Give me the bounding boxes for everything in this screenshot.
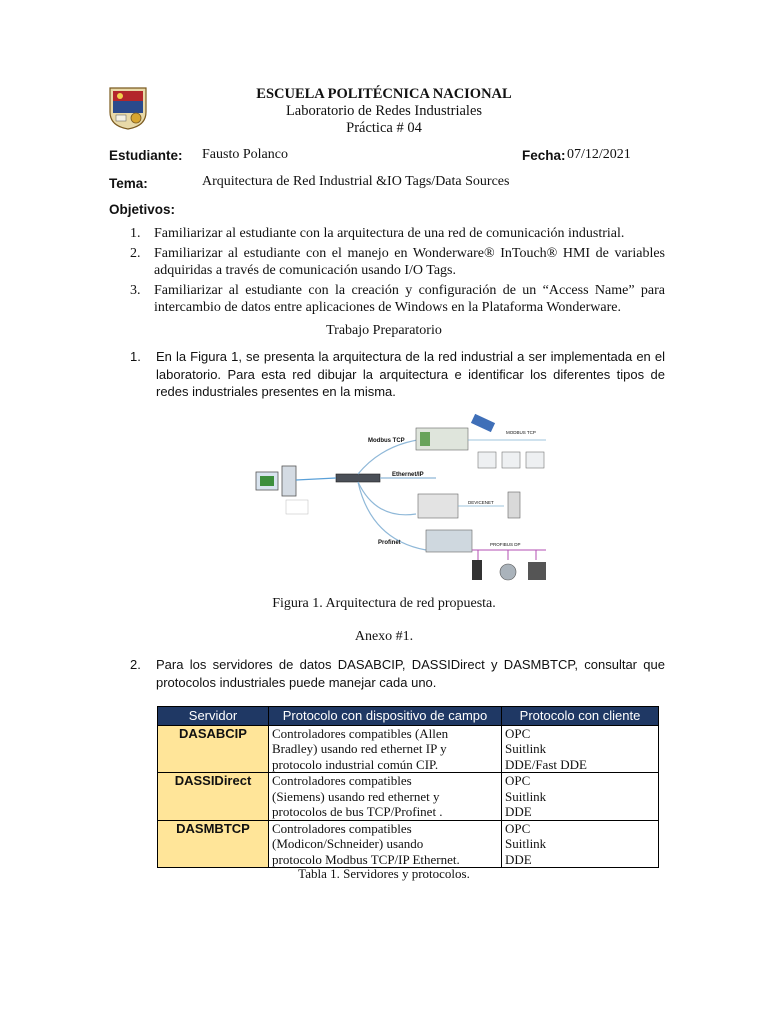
question-2 [130,656,665,691]
label-modbus-tcp: Modbus TCP [368,438,405,444]
device-protocol: Controladores compatibles (Allen Bradley) usando red ethernet IP y protocolo industrial común CIP. [269,725,502,773]
label-profinet: Profinet [378,540,401,546]
objective-item: 3. Familiarizar al estudiante con la creación y configuración de un “Access Name” para intercambio de datos entre aplicaciones de Windows en la Plataforma Wonderware. [130,283,665,315]
server-icon [282,466,296,496]
client-protocol: OPC Suitlink DDE [502,773,659,821]
server-name: DASMBTCP [158,820,269,868]
switch-icon [336,474,380,482]
motor-drive-icon [472,560,482,580]
objectives-title: Objetivos: [109,202,176,217]
server-name: DASSIDirect [158,773,269,821]
device-protocol: Controladores compatibles (Siemens) usando red ethernet y protocolos de bus TCP/Profinet . [269,773,502,821]
device-protocol: Controladores compatibles (Modicon/Schneider) usando protocolo Modbus TCP/IP Ethernet. [269,820,502,868]
plc-profinet-icon [426,530,472,552]
header-device-protocol: Protocolo con dispositivo de campo [269,707,502,726]
table-row [158,725,659,773]
question-1 [130,348,665,401]
question-1-text: En la Figura 1, se presenta la arquitectura de la red industrial a ser implementada en el laboratorio. Para esta red dibujar la arquitectura e identificar los diferentes tipos de redes industriales presentes en la misma. [156,349,665,399]
figure-caption: Figura 1. Arquitectura de red propuesta. [272,596,496,611]
label-profibus-dp: PROFIBUS DP [490,542,521,547]
prep-title: Trabajo Preparatorio [326,323,442,338]
table-row [158,773,659,821]
header-server: Servidor [158,707,269,726]
student-label: Estudiante: [109,148,183,163]
meter-icon [478,452,496,468]
question-2-text: Para los servidores de datos DASABCIP, DASSIDirect y DASMBTCP, consultar que protocolos industriales puede manejar cada uno. [156,657,665,690]
topic-label: Tema: [109,176,148,191]
client-protocol: OPC Suitlink DDE [502,820,659,868]
school-name: ESCUELA POLITÉCNICA NACIONAL [256,86,512,102]
practice-number: Práctica # 04 [346,120,422,136]
label-ethernet-ip: Ethernet/IP [392,472,424,478]
objective-item: 1. Familiarizar al estudiante con la arquitectura de una red de comunicación industrial. [130,226,625,241]
date-value: 07/12/2021 [567,147,631,162]
student-value: Fausto Polanco [202,147,288,162]
lab-name: Laboratorio de Redes Industriales [285,103,483,119]
server-name: DASABCIP [158,725,269,773]
panel-meter-icon [528,562,546,580]
annex-title: Anexo #1. [354,629,414,644]
label-modbus-tcp-2: MODBUS TCP [506,430,536,435]
meter-icon [502,452,520,468]
drive-icon [508,492,520,518]
question-2-number: 2. [130,657,141,672]
objective-item: 2. Familiarizar al estudiante con el manejo en Wonderware® InTouch® HMI de variables adquiridas a través de comunicación usando I/O Tags. [130,246,665,278]
client-protocol: OPC Suitlink DDE/Fast DDE [502,725,659,773]
header-client-protocol: Protocolo con cliente [502,707,659,726]
motor-icon [500,564,516,580]
objectives-list [130,225,665,316]
topic-value: Arquitectura de Red Industrial &IO Tags/Data Sources [202,174,510,189]
servers-table [157,706,659,868]
meter-icon [526,452,544,468]
table-header-row [158,707,659,726]
question-1-number: 1. [130,349,141,364]
network-architecture-figure [246,410,556,586]
table-caption: Tabla 1. Servidores y protocolos. [298,866,470,881]
date-label: Fecha: [522,148,566,163]
label-devicenet: DEVICENET [468,500,494,505]
table-row [158,820,659,868]
plc-ethernet-ip-icon [418,494,458,518]
